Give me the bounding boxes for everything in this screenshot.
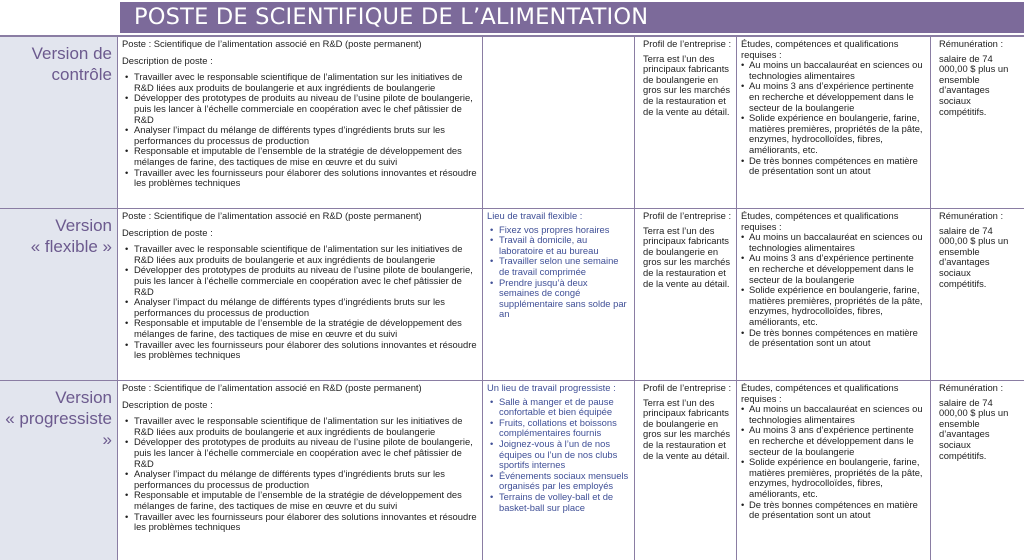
job-title-text: Poste : Scientifique de l’alimentation associé en R&D (poste permanent) — [122, 382, 422, 393]
company-profile-cell — [634, 381, 736, 560]
list-item: • Analyser l’impact du mélange de différents types d’ingrédients bruts sur les performances du processus de production — [122, 469, 478, 490]
list-item: • Travailler avec le responsable scientifique de l’alimentation sur les initiatives de R&D liées aux produits de boulangerie et aux ingrédients de boulangerie — [122, 72, 478, 93]
description-list — [122, 416, 478, 533]
version-heading — [0, 381, 117, 560]
page-title: POSTE DE SCIENTIFIQUE DE L’ALIMENTATION — [120, 2, 1024, 33]
workplace-cell — [482, 209, 634, 380]
version-heading-line1: Version — [55, 216, 112, 235]
remuneration-label: Rémunération : — [939, 38, 1004, 49]
qualifications-label: Études, compétences et qualifications requises : — [741, 210, 899, 232]
list-item: • Développer des prototypes de produits au niveau de l’usine pilote de boulangerie, puis les lancer à l’échelle commerciale en coopération avec le chef pâtissier de R&D — [122, 93, 478, 125]
remuneration-text: salaire de 74 000,00 $ plus un ensemble d’avantages sociaux compétitifs. — [939, 224, 1009, 289]
list-item: • Analyser l’impact du mélange de différents types d’ingrédients bruts sur les performances du processus de production — [122, 125, 478, 146]
remuneration-cell — [930, 209, 1024, 380]
list-item: • Au moins un baccalauréat en sciences ou technologies alimentaires — [741, 404, 926, 425]
list-item: • Fruits, collations et boissons complémentaires fournis — [487, 418, 630, 439]
remuneration-label: Rémunération : — [939, 210, 1004, 221]
list-item: • Joignez-vous à l’un de nos équipes ou l’un de nos clubs sportifs internes — [487, 439, 630, 471]
workplace-label: Un lieu de travail progressiste : — [487, 382, 616, 393]
list-item: • Travailler avec le responsable scientifique de l’alimentation sur les initiatives de R&D liées aux produits de boulangerie et aux ingrédients de boulangerie — [122, 416, 478, 437]
company-profile-cell — [634, 209, 736, 380]
table-row-flexible — [0, 209, 1024, 380]
list-item: • Au moins 3 ans d’expérience pertinente en recherche et développement dans le secteur de la boulangerie — [741, 253, 926, 285]
remuneration-text: salaire de 74 000,00 $ plus un ensemble d’avantages sociaux compétitifs. — [939, 52, 1009, 117]
job-title-text: Poste : Scientifique de l’alimentation associé en R&D (poste permanent) — [122, 210, 422, 221]
list-item: • Au moins 3 ans d’expérience pertinente en recherche et développement dans le secteur de la boulangerie — [741, 81, 926, 113]
list-item: • De très bonnes compétences en matière de présentation sont un atout — [741, 500, 926, 521]
description-label: Description de poste : — [122, 54, 213, 66]
list-item: • Responsable et imputable de l’ensemble de la stratégie de développement des mélanges de farine, des tactiques de mise en œuvre et du suivi — [122, 318, 478, 339]
workplace-list — [487, 225, 630, 320]
company-profile-text: Terra est l’un des principaux fabricants de boulangerie en gros sur les marchés de la restauration et de la vente au détail. — [643, 52, 731, 117]
description-list — [122, 72, 478, 189]
workplace-list — [487, 397, 630, 514]
job-description-cell — [117, 209, 482, 380]
description-label: Description de poste : — [122, 226, 213, 238]
company-profile-text: Terra est l’un des principaux fabricants de boulangerie en gros sur les marchés de la restauration et de la vente au détail. — [643, 224, 731, 289]
list-item: • Travailler selon une semaine de travail comprimée — [487, 256, 630, 277]
list-item: • Solide expérience en boulangerie, farine, matières premières, propriétés de la pâte, enzymes, hydrocolloïdes, fibres, améliorants, etc. — [741, 113, 926, 155]
qualifications-label: Études, compétences et qualifications requises : — [741, 382, 899, 404]
job-description-cell — [117, 381, 482, 560]
remuneration-text: salaire de 74 000,00 $ plus un ensemble d’avantages sociaux compétitifs. — [939, 396, 1009, 461]
qualifications-list — [741, 60, 926, 177]
qualifications-list — [741, 232, 926, 349]
qualifications-label: Études, compétences et qualifications requises : — [741, 38, 899, 60]
remuneration-cell — [930, 37, 1024, 208]
version-heading-line2: « progressiste » — [5, 409, 112, 449]
list-item: • Événements sociaux mensuels organisés par les employés — [487, 471, 630, 492]
version-heading-line2: « flexible » — [30, 237, 112, 256]
table-row-progressiste — [0, 381, 1024, 560]
list-item: • Travailler avec les fournisseurs pour élaborer des solutions innovantes et résoudre les problèmes techniques — [122, 340, 478, 361]
list-item: • Prendre jusqu’à deux semaines de congé supplémentaire sans solde par an — [487, 278, 630, 320]
version-heading — [0, 37, 117, 208]
table-row-controle — [0, 37, 1024, 208]
company-profile-label: Profil de l’entreprise : — [643, 210, 732, 221]
list-item: • Solide expérience en boulangerie, farine, matières premières, propriétés de la pâte, enzymes, hydrocolloïdes, fibres, améliorants, etc. — [741, 285, 926, 327]
company-profile-cell — [634, 37, 736, 208]
list-item: • Au moins un baccalauréat en sciences ou technologies alimentaires — [741, 60, 926, 81]
job-description-cell — [117, 37, 482, 208]
version-heading-line1: Version — [55, 388, 112, 407]
company-profile-label: Profil de l’entreprise : — [643, 38, 732, 49]
remuneration-label: Rémunération : — [939, 382, 1004, 393]
qualifications-list — [741, 404, 926, 521]
list-item: • Salle à manger et de pause confortable et bien équipée — [487, 397, 630, 418]
list-item: • Terrains de volley-ball et de basket-ball sur place — [487, 492, 630, 513]
company-profile-text: Terra est l’un des principaux fabricants de boulangerie en gros sur les marchés de la restauration et de la vente au détail. — [643, 396, 731, 461]
list-item: • Responsable et imputable de l’ensemble de la stratégie de développement des mélanges de farine, des tactiques de mise en œuvre et du suivi — [122, 490, 478, 511]
remuneration-cell — [930, 381, 1024, 560]
workplace-cell — [482, 37, 634, 208]
workplace-cell — [482, 381, 634, 560]
list-item: • Travailler avec le responsable scientifique de l’alimentation sur les initiatives de R&D liées aux produits de boulangerie et aux ingrédients de boulangerie — [122, 244, 478, 265]
list-item: • Responsable et imputable de l’ensemble de la stratégie de développement des mélanges de farine, des tactiques de mise en œuvre et du suivi — [122, 146, 478, 167]
list-item: • Solide expérience en boulangerie, farine, matières premières, propriétés de la pâte, enzymes, hydrocolloïdes, fibres, améliorants, etc. — [741, 457, 926, 499]
list-item: • Travailler avec les fournisseurs pour élaborer des solutions innovantes et résoudre les problèmes techniques — [122, 168, 478, 189]
list-item: • Travailler avec les fournisseurs pour élaborer des solutions innovantes et résoudre les problèmes techniques — [122, 512, 478, 533]
company-profile-label: Profil de l’entreprise : — [643, 382, 732, 393]
version-heading — [0, 209, 117, 380]
list-item: • Au moins un baccalauréat en sciences ou technologies alimentaires — [741, 232, 926, 253]
version-heading-line1: Version de — [31, 44, 112, 63]
list-item: • Travail à domicile, au laboratoire et au bureau — [487, 235, 630, 256]
list-item: • De très bonnes compétences en matière de présentation sont un atout — [741, 156, 926, 177]
qualifications-cell — [736, 37, 930, 208]
version-heading-line2: contrôle — [51, 65, 112, 84]
job-title-text: Poste : Scientifique de l’alimentation associé en R&D (poste permanent) — [122, 38, 422, 49]
list-item: • De très bonnes compétences en matière de présentation sont un atout — [741, 328, 926, 349]
qualifications-cell — [736, 209, 930, 380]
list-item: • Analyser l’impact du mélange de différents types d’ingrédients bruts sur les performances du processus de production — [122, 297, 478, 318]
workplace-label: Lieu de travail flexible : — [487, 210, 583, 221]
description-label: Description de poste : — [122, 398, 213, 410]
list-item: • Développer des prototypes de produits au niveau de l’usine pilote de boulangerie, puis les lancer à l’échelle commerciale en coopération avec le chef pâtissier de R&D — [122, 265, 478, 297]
list-item: • Fixez vos propres horaires — [487, 225, 630, 236]
qualifications-cell — [736, 381, 930, 560]
list-item: • Développer des prototypes de produits au niveau de l’usine pilote de boulangerie, puis les lancer à l’échelle commerciale en coopération avec le chef pâtissier de R&D — [122, 437, 478, 469]
list-item: • Au moins 3 ans d’expérience pertinente en recherche et développement dans le secteur de la boulangerie — [741, 425, 926, 457]
description-list — [122, 244, 478, 361]
